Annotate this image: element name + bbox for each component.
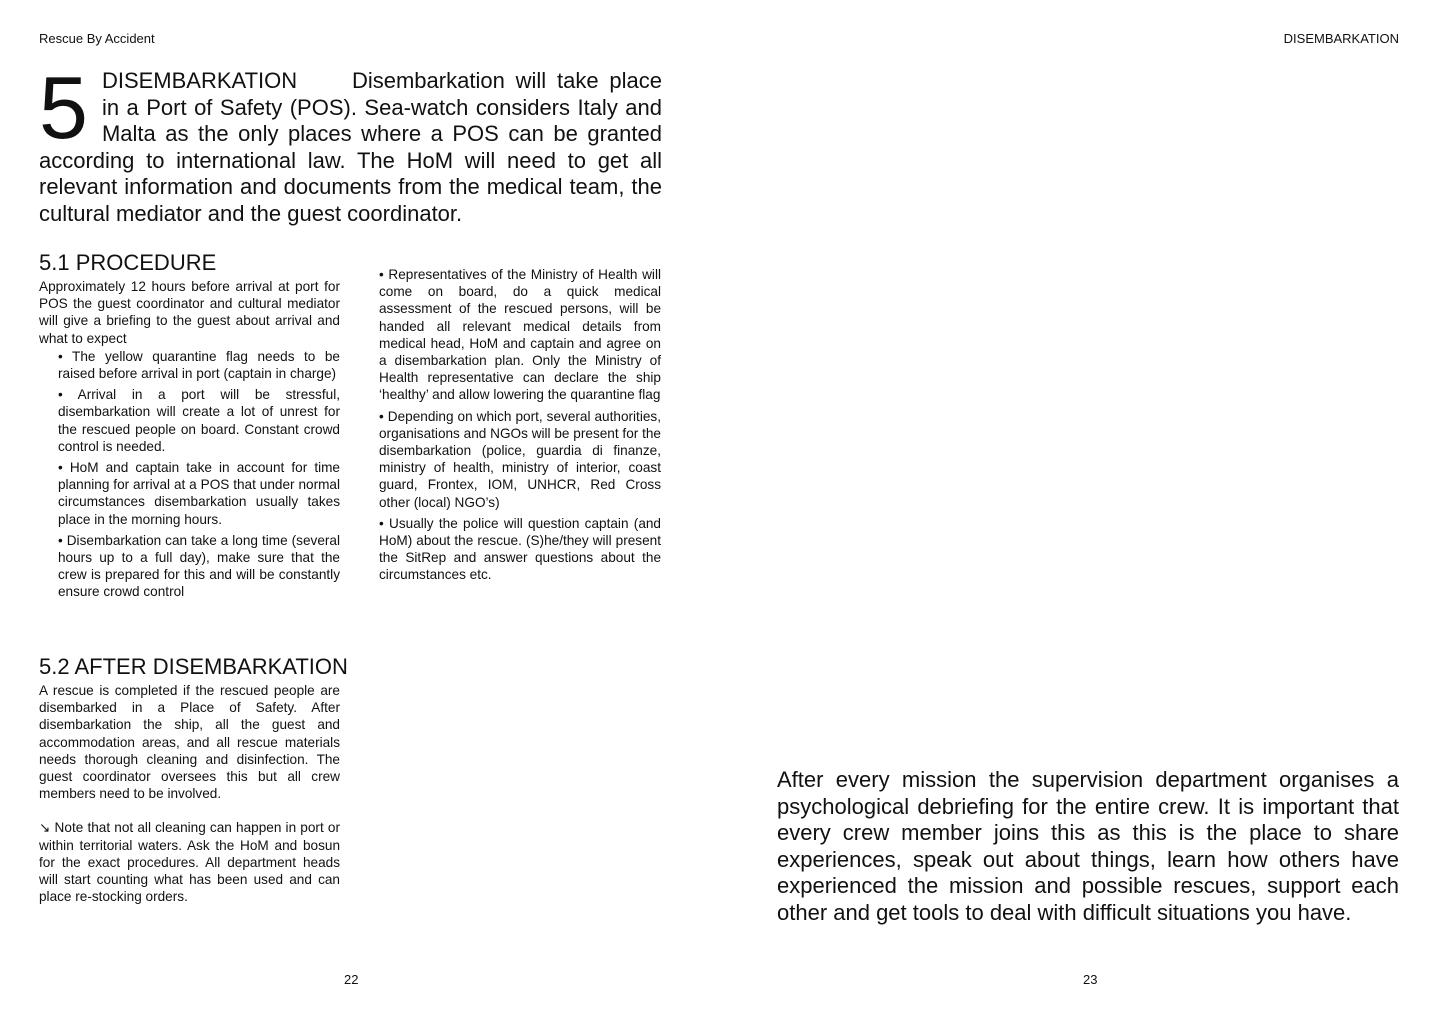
running-header-left: Rescue By Accident: [39, 31, 155, 46]
chapter-number: 5: [39, 58, 88, 157]
list-item: • Representatives of the Ministry of Health will come on board, do a quick medical assessment of the rescued persons, will be handed all relevant medical details from medical head, HoM and captain and agree on a disembarkation plan. Only the Ministry of Health representative can declare the ship ‘healthy’ and allow lowering the quarantine flag: [379, 267, 661, 403]
procedure-right-column: [379, 266, 661, 588]
section-heading-after: 5.2 AFTER DISEMBARKATION: [39, 654, 348, 679]
list-item: • Usually the police will question captain (and HoM) about the rescue. (S)he/they will present the SitRep and answer questions about the circumstances etc.: [379, 515, 661, 583]
list-item: • The yellow quarantine flag needs to be raised before arrival in port (captain in charge): [58, 348, 340, 382]
list-item: • Disembarkation can take a long time (several hours up to a full day), make sure that the crew is prepared for this and will be constantly ensure crowd control: [58, 532, 340, 600]
procedure-intro: Approximately 12 hours before arrival at port for POS the guest coordinator and cultural mediator will give a briefing to the guest about arrival and what to expect: [39, 279, 340, 346]
procedure-bullets-left: [58, 348, 340, 601]
list-item: • HoM and captain take in account for time planning for arrival at a POS that under normal circumstances disembarkation usually takes place in the morning hours.: [58, 460, 340, 527]
chapter-intro: [39, 58, 662, 227]
procedure-bullets-right: [379, 266, 661, 584]
section-heading-procedure: 5.1 PROCEDURE: [39, 250, 217, 275]
page-number-right: 23: [1083, 972, 1098, 987]
procedure-left-column: [39, 278, 340, 605]
page-number-left: 22: [344, 972, 359, 987]
chapter-title: DISEMBARKATION: [101, 68, 298, 93]
after-text: A rescue is completed if the rescued people are disembarked in a Place of Safety. After disembarkation the ship, all the guest and accommodation areas, and all rescue materials needs thorough cleaning and disinfection. The guest coordinator oversees this but all crew members need to be involved.: [39, 683, 340, 802]
list-item: • Depending on which port, several authorities, organisations and NGOs will be present for the disembarkation (police, guardia di finanze, ministry of health, ministry of interior, coast guard, Frontex, IOM, UNHCR, Red Cross other (local) NGO’s): [379, 408, 661, 510]
chapter-intro-text: Disembarkation will take place in a Port of Safety (POS). Sea-watch considers Italy and Malta as the only places where a POS can be granted according to international law. The HoM will need to get all relevant information and documents from the medical team, the cultural mediator and the guest coordinator.: [39, 68, 662, 226]
after-note: ↘ Note that not all cleaning can happen in port or within territorial waters. Ask the HoM and bosun for the exact procedures. All department heads will start counting what has been used and can place re-stocking orders.: [39, 820, 340, 905]
list-item: • Arrival in a port will be stressful, disembarkation will create a lot of unrest for the rescued people on board. Constant crowd control is needed.: [58, 387, 340, 454]
debriefing-paragraph: After every mission the supervision department organises a psychological debriefing for the entire crew. It is important that every crew member joins this as this is the place to share experiences, speak out about things, learn how others have experienced the mission and possible rescues, support each other and get tools to deal with difficult situations you have.: [777, 767, 1399, 925]
running-header-right: DISEMBARKATION: [1283, 31, 1399, 46]
after-column: [39, 682, 340, 905]
